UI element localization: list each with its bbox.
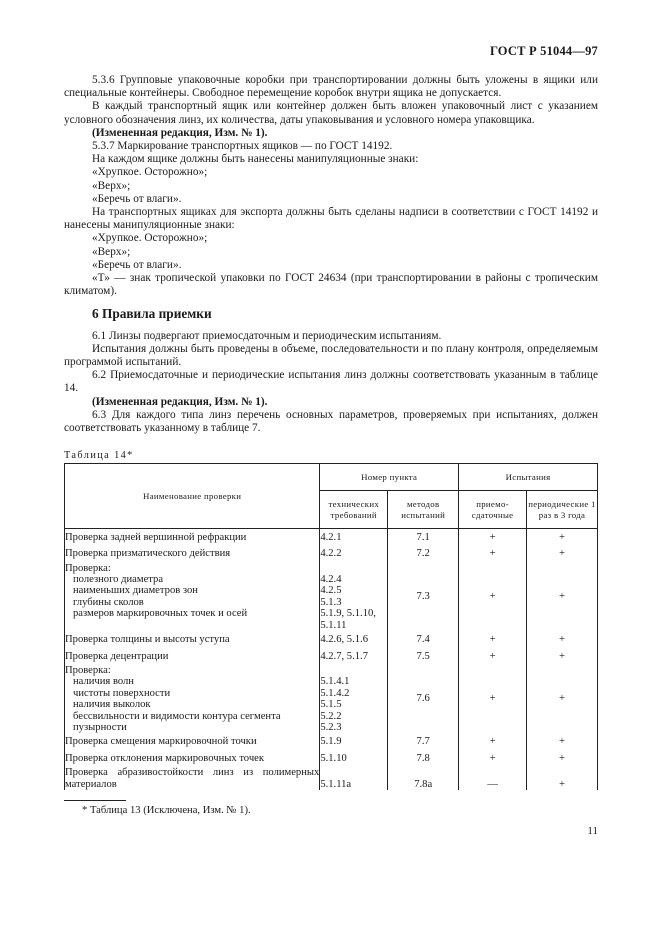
col-header-periodic: периодические 1 раз в 3 года — [527, 491, 598, 529]
table-footnote: * Таблица 13 (Исключена, Изм. № 1). — [82, 805, 251, 816]
document-body — [64, 74, 598, 435]
inspection-table — [64, 463, 598, 790]
paragraph-5-3-7-export: На транспортных ящиках для экспорта должны быть сделаны надписи в соответствии с ГОСТ 14192 и нанесены манипуляционные знаки: — [64, 206, 598, 232]
paragraph-6-3: 6.3 Для каждого типа линз перечень основных параметров, проверяемых при испытаниях, должен соответствовать указанному в таблице 7. — [64, 408, 598, 435]
cell-name-title: Проверка: — [65, 664, 111, 676]
cell-subitem: наименьших диаметров зон — [73, 585, 198, 597]
table-row — [65, 733, 598, 750]
cell-name: Проверка отклонения маркировочных точек — [65, 750, 320, 767]
amendment-note: (Измененная редакция, Изм. № 1). — [92, 395, 268, 408]
handling-sign: «Беречь от влаги». — [92, 258, 182, 271]
cell-subitem: наличия выколок — [73, 699, 151, 711]
cell-req — [320, 665, 388, 733]
cell-req: 5.1.9 — [320, 733, 388, 750]
cell-method: 7.8 — [388, 750, 459, 767]
col-header-tech-req: технических требований — [320, 491, 388, 529]
page-number: 11 — [587, 825, 598, 837]
cell-periodic: + — [527, 563, 598, 631]
cell-req: 5.1.11а — [320, 767, 388, 790]
cell-method: 7.7 — [388, 733, 459, 750]
handling-sign: «Беречь от влаги». — [92, 192, 182, 205]
col-header-methods: методов испытаний — [388, 491, 459, 529]
col-header-tests-group: Испытания — [459, 464, 598, 491]
handling-sign: «Верх»; — [92, 179, 131, 192]
cell-acceptance: + — [459, 529, 527, 546]
document-header: ГОСТ Р 51044—97 — [489, 44, 598, 58]
cell-subitem: полезного диаметра — [73, 573, 164, 585]
cell-method: 7.8а — [388, 767, 459, 790]
cell-periodic: + — [527, 529, 598, 546]
cell-req: 5.1.10 — [320, 750, 388, 767]
table-row — [65, 648, 598, 665]
cell-name: Проверка децентрации — [65, 648, 320, 665]
cell-name: Проверка смещения маркировочной точки — [65, 733, 320, 750]
paragraph-5-3-7-signs: На каждом ящике должны быть нанесены манипуляционные знаки: — [92, 153, 419, 166]
cell-acceptance: + — [459, 733, 527, 750]
table-row — [65, 750, 598, 767]
paragraph-6-1-plan: Испытания должны быть проведены в объеме, последовательности и по плану контроля, определяемым программой испытаний. — [64, 342, 598, 369]
paragraph-6-2: 6.2 Приемосдаточные и периодические испытания линз должны соответствовать указанным в таблице 14. — [64, 369, 598, 395]
cell-req: 4.2.2 — [320, 546, 388, 563]
cell-name: Проверка абразивостойкости линз из полимерных материалов — [65, 767, 320, 790]
cell-periodic: + — [527, 631, 598, 648]
cell-periodic: + — [527, 648, 598, 665]
cell-method: 7.1 — [388, 529, 459, 546]
cell-req-item: 5.2.2 — [320, 710, 342, 722]
cell-subitem: размеров маркировочных точек и осей — [73, 608, 248, 620]
cell-periodic: + — [527, 750, 598, 767]
cell-name: Проверка призматического действия — [65, 546, 320, 563]
table-caption: Таблица 14* — [64, 450, 134, 461]
cell-acceptance: + — [459, 750, 527, 767]
cell-req-item: 4.2.5 — [320, 585, 342, 597]
cell-name — [65, 665, 320, 733]
col-header-acceptance: приемо-сдаточные — [459, 491, 527, 529]
cell-req: 4.2.7, 5.1.7 — [320, 648, 388, 665]
cell-req — [320, 563, 388, 631]
cell-acceptance: + — [459, 648, 527, 665]
cell-req-item: 5.1.4.1 — [320, 676, 350, 688]
paragraph-5-3-6-packing-list: В каждый транспортный ящик или контейнер должен быть вложен упаковочный лист с указанием условного обозначения линз, их количества, даты упаковывания и условного номера упаковщика. — [64, 100, 598, 126]
footnote-divider — [64, 800, 126, 801]
cell-subitem: наличия волн — [73, 676, 134, 688]
cell-subitem: чистоты поверхности — [73, 687, 171, 699]
cell-acceptance: — — [459, 767, 527, 790]
col-header-name: Наименование проверки — [65, 464, 320, 529]
amendment-note: (Измененная редакция, Изм. № 1). — [92, 126, 268, 139]
cell-name: Проверка задней вершинной рефракции — [65, 529, 320, 546]
cell-req-item: 4.2.4 — [320, 573, 342, 585]
cell-periodic: + — [527, 665, 598, 733]
cell-name-title: Проверка: — [65, 562, 111, 574]
table-row — [65, 767, 598, 790]
cell-req-item: 5.1.3 — [320, 596, 342, 608]
cell-subitem: пузырности — [73, 721, 127, 733]
cell-req-item: 5.1.11 — [320, 619, 347, 631]
cell-req-item: 5.1.5 — [320, 699, 342, 711]
cell-method: 7.5 — [388, 648, 459, 665]
cell-periodic: + — [527, 546, 598, 563]
table-row — [65, 546, 598, 563]
section-heading: 6 Правила приемки — [92, 306, 212, 322]
paragraph-5-3-7: 5.3.7 Маркирование транспортных ящиков — по ГОСТ 14192. — [92, 140, 393, 153]
cell-acceptance: + — [459, 546, 527, 563]
col-header-clause-group: Номер пункта — [320, 464, 459, 491]
cell-req-item: 5.2.3 — [320, 721, 342, 733]
cell-method: 7.4 — [388, 631, 459, 648]
handling-sign: «Верх»; — [92, 245, 131, 258]
cell-periodic: + — [527, 767, 598, 790]
cell-subitem: глубины сколов — [73, 596, 144, 608]
table-row — [65, 563, 598, 631]
cell-acceptance: + — [459, 631, 527, 648]
cell-method: 7.2 — [388, 546, 459, 563]
paragraph-5-3-6: 5.3.6 Групповые упаковочные коробки при транспортировании должны быть уложены в ящики или специальные контейнеры. Свободное перемещение коробок внутри ящика не допускается. — [64, 74, 598, 100]
cell-req: 4.2.6, 5.1.6 — [320, 631, 388, 648]
cell-name: Проверка толщины и высоты уступа — [65, 631, 320, 648]
cell-req: 4.2.1 — [320, 529, 388, 546]
table-row — [65, 529, 598, 546]
cell-acceptance: + — [459, 563, 527, 631]
cell-req-item: 5.1.9, 5.1.10, — [320, 608, 376, 620]
cell-method: 7.6 — [388, 665, 459, 733]
table-row — [65, 631, 598, 648]
cell-periodic: + — [527, 733, 598, 750]
paragraph-6-1: 6.1 Линзы подвергают приемосдаточным и периодическим испытаниям. — [92, 329, 442, 342]
tropical-sign: «Т» — знак тропической упаковки по ГОСТ 24634 (при транспортировании в районы с тропическим климатом). — [64, 272, 598, 298]
handling-sign: «Хрупкое. Осторожно»; — [92, 232, 208, 245]
cell-req-item: 5.1.4.2 — [320, 687, 350, 699]
table-row — [65, 665, 598, 733]
cell-subitem: бессвильности и видимости контура сегмента — [73, 710, 281, 722]
cell-acceptance: + — [459, 665, 527, 733]
handling-sign: «Хрупкое. Осторожно»; — [92, 166, 208, 179]
cell-method: 7.3 — [388, 563, 459, 631]
cell-name — [65, 563, 320, 631]
